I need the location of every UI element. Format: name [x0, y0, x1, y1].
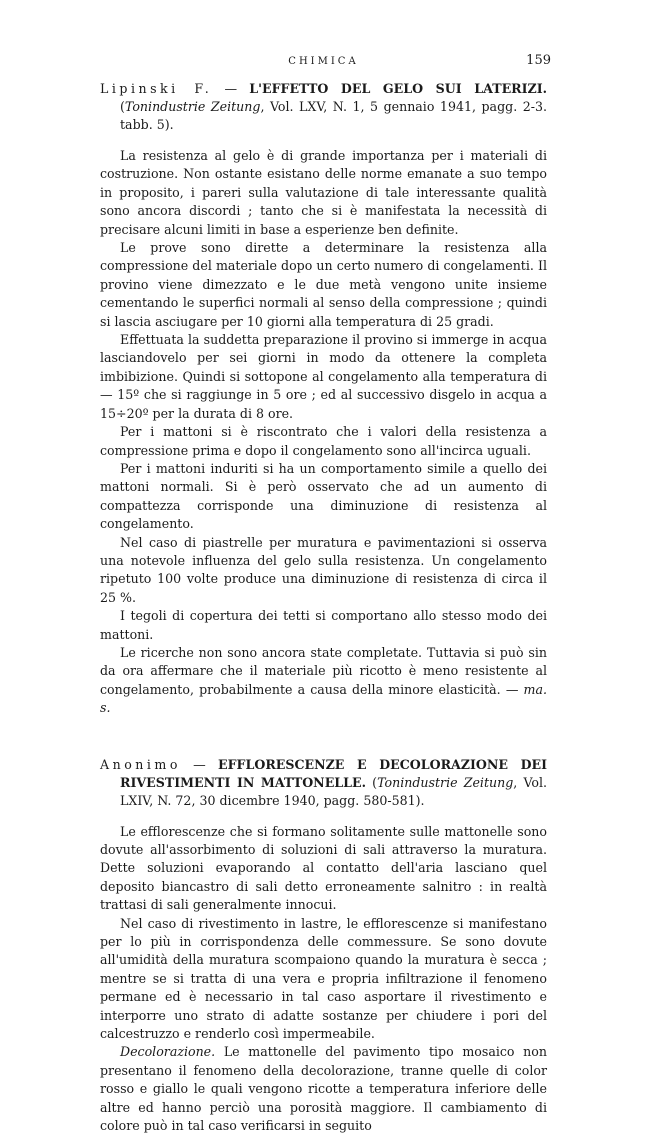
running-head [100, 50, 551, 72]
article-author: Anonimo [100, 756, 181, 772]
paragraph: Nel caso di piastrelle per muratura e pavimentazioni si osserva una notevole influenza del gelo sulla resistenza. Un congelamento ripetuto 100 volte produce una diminuzione di resistenza di circa il 25 %. [100, 534, 547, 605]
paragraph: La resistenza al gelo è di grande importanza per i materiali di costruzione. Non ostante esistano delle norme emanate a suo tempo in proposito, i pareri sulla valutazione di tale interessante qualità sono ancora discordi ; tanto che si è manifestata la necessità di precisare alcuni limiti in base a esperienze ben definite. [100, 148, 547, 237]
source-details: , Vol. LXIV, N. 72, 30 dicembre 1940, pagg. 580-581). [120, 774, 548, 808]
paragraph-lead: Decolorazione. [120, 1044, 216, 1060]
article-title: L'EFFETTO DEL GELO SUI LATERIZI. [249, 81, 547, 96]
article-separator [100, 718, 547, 748]
paragraph-decolorazione: Decolorazione. Le mattonelle del pavimento tipo mosaico non presentano il fenomeno della decolorazione, tranne quelle di color rosso e giallo le quali vengono ricotte a temperatura inferiore delle altre ed hanno perciò una porosità maggiore. Il cambiamento di colore può in tal caso verificarsi in seguito [100, 1044, 547, 1134]
source-journal: Tonindustrie Zeitung [377, 774, 514, 790]
running-title: CHIMICA [288, 56, 359, 67]
source-details: , Vol. LXV, N. 1, 5 gennaio 1941, pagg. 2-3. tabb. 5). [120, 99, 547, 132]
paragraph: Nel caso di rivestimento in lastre, le efflorescenze si manifestano per lo più in corrispondenza delle commessure. Se sono dovute all'umidità della muratura scompaiono quando la muratura è secca ; mentre se si tratta di una vera e propria infiltrazione il fenomeno permane ed è necessario in tal caso asportare il rivestimento e interporre uno strato di adatte sostanze per chiudere i pori del calcestruzzo e renderlo così impermeabile. [100, 915, 547, 1042]
article-author: Lipinski F. [100, 81, 213, 96]
paragraph: Effettuata la suddetta preparazione il provino si immerge in acqua lasciandovelo per sei giorni in modo da ottenere la completa imbibizione. Quindi si sottopone al congelamento alla temperatura di — 15º che si raggiunge in 5 ore ; ed al successivo disgelo in acqua a 15÷20º per la durata di 8 ore. [100, 332, 547, 421]
article-1 [100, 80, 547, 718]
source-journal: Tonindustrie Zeitung [124, 99, 261, 114]
article-citation: Anonimo — EFFLORESCENZE E DECOLORAZIONE DEI RIVESTIMENTI IN MATTONELLE. (Tonindustrie Zeitung, Vol. LXIV, N. 72, 30 dicembre 1940, pagg. 580-581). [100, 756, 548, 808]
page-number: 159 [526, 53, 551, 68]
article-2 [100, 756, 547, 1136]
paragraph-with-signoff: Le ricerche non sono ancora state completate. Tuttavia si può sin da ora affermare che il materiale più ricotto è meno resistente al congelamento, probabilmente a causa della minore elasticità. — ma. s. [100, 644, 547, 716]
article-citation: Lipinski F. — L'EFFETTO DEL GELO SUI LATERIZI. (Tonindustrie Zeitung, Vol. LXV, N. 1, 5 gennaio 1941, pagg. 2-3. tabb. 5). [100, 81, 547, 132]
paragraph: Per i mattoni induriti si ha un comportamento simile a quello dei mattoni normali. Si è però osservato che ad un aumento di compattezza corrisponde una diminuzione di resistenza al congelamento. [100, 460, 547, 532]
author-initials: — ma. s. [100, 681, 547, 716]
article-title: EFFLORESCENZE E DECOLORAZIONE DEI RIVESTIMENTI IN MATTONELLE. [120, 756, 547, 790]
paragraph: I tegoli di copertura dei tetti si comportano allo stesso modo dei mattoni. [100, 608, 547, 642]
paragraph: Le prove sono dirette a determinare la resistenza alla compressione del materiale dopo un certo numero di congelamenti. Il provino viene dimezzato e le due metà vengono unite insieme cementando le superfici normali al senso della compressione ; quindi si lascia asciugare per 10 giorni alla temperatura di 25 gradi. [100, 240, 547, 329]
paragraph: Per i mattoni si è riscontrato che i valori della resistenza a compressione prima e dopo il congelamento sono all'incirca uguali. [100, 424, 547, 458]
paragraph: Le efflorescenze che si formano solitamente sulle mattonelle sono dovute all'assorbimento di soluzioni di sali attraverso la muratura. Dette soluzioni evaporando al contatto dell'aria lasciano quel deposito biancastro di sali detto erroneamente salnitro : in realtà trattasi di sali generalmente innocui. [100, 823, 547, 913]
